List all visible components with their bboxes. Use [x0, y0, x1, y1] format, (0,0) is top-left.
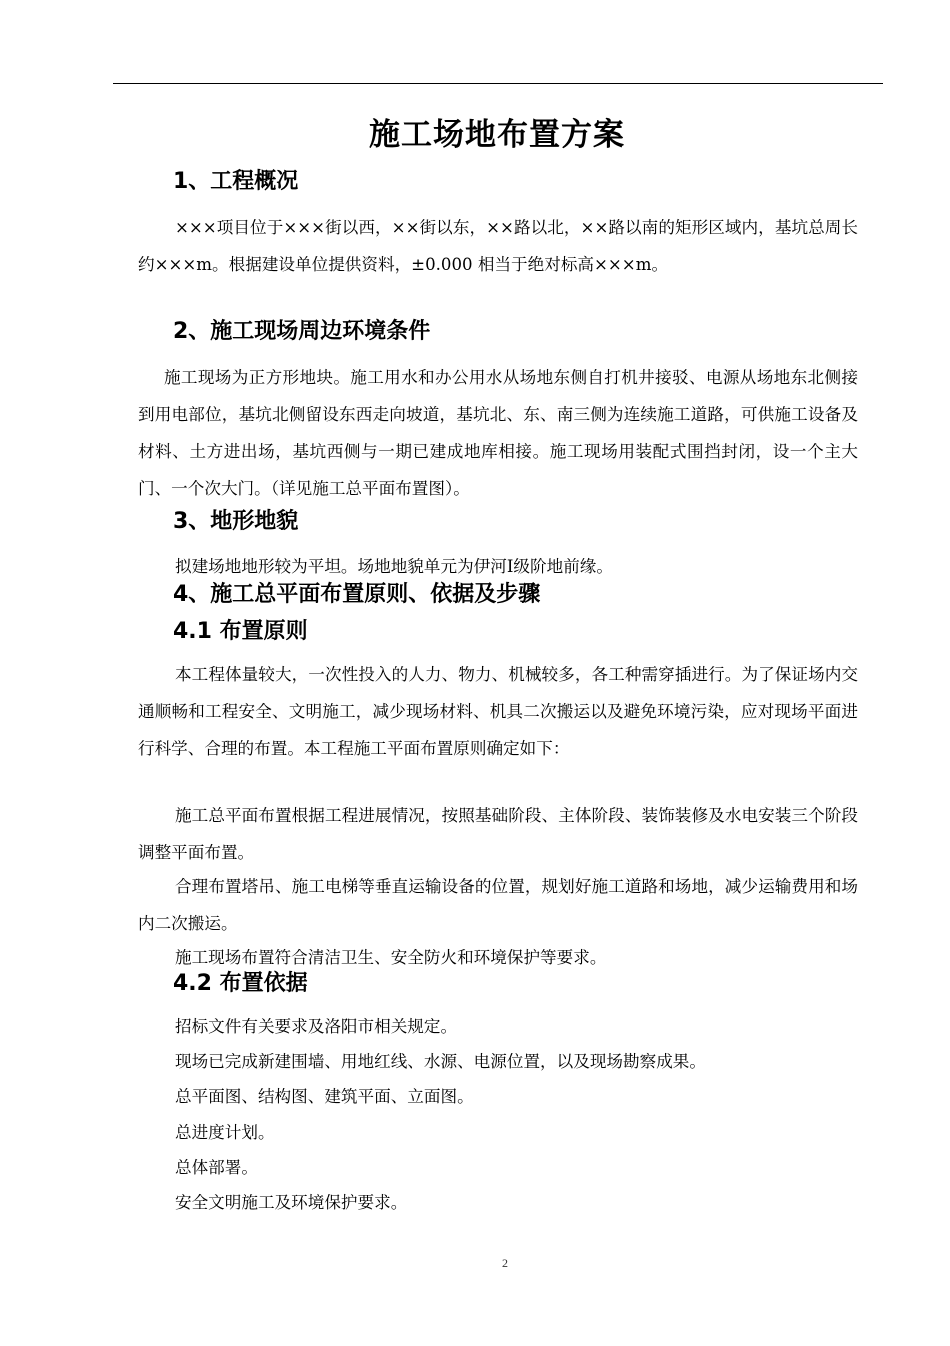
- basis-item: 安全文明施工及环境保护要求。: [175, 1193, 408, 1212]
- terrain-paragraph: 拟建场地地形较为平坦。场地地貌单元为伊河Ⅰ级阶地前缘。: [175, 557, 613, 576]
- principles-paragraph-requirements: 施工现场布置符合清洁卫生、安全防火和环境保护等要求。: [175, 948, 607, 967]
- principles-paragraph-intro: 本工程体量较大，一次性投入的人力、物力、机械较多，各工种需穿插进行。为了保证场内交通顺畅和工程安全、文明施工，减少现场材料、机具二次搬运以及避免环境污染，应对现场平面进行科学、合理的布置。本工程施工平面布置原则确定如下：: [138, 665, 858, 758]
- section-heading-layout-principles: 4、施工总平面布置原则、依据及步骤: [173, 582, 541, 607]
- basis-item: 总体部署。: [175, 1158, 258, 1177]
- principles-paragraph-stages: 施工总平面布置根据工程进展情况，按照基础阶段、主体阶段、装饰装修及水电安装三个阶段调整平面布置。: [138, 806, 858, 862]
- basis-item: 总进度计划。: [175, 1123, 275, 1142]
- basis-item: 现场已完成新建围墙、用地红线、水源、电源位置，以及现场勘察成果。: [175, 1052, 706, 1071]
- subsection-heading-principles: 4.1 布置原则: [173, 619, 308, 644]
- subsection-heading-basis: 4.2 布置依据: [173, 971, 308, 996]
- section-heading-terrain: 3、地形地貌: [173, 509, 299, 534]
- basis-item: 招标文件有关要求及洛阳市相关规定。: [175, 1017, 458, 1036]
- principles-paragraph-equipment: 合理布置塔吊、施工电梯等垂直运输设备的位置，规划好施工道路和场地，减少运输费用和场内二次搬运。: [138, 877, 858, 933]
- page-number: 2: [502, 1256, 508, 1270]
- environment-paragraph: 施工现场为正方形地块。施工用水和办公用水从场地东侧自打机井接驳、电源从场地东北侧接到用电部位，基坑北侧留设东西走向坡道，基坑北、东、南三侧为连续施工道路，可供施工设备及材料、土方进出场，基坑西侧与一期已建成地库相接。施工现场用装配式围挡封闭，设一个主大门、一个次大门。（详见施工总平面布置图）。: [138, 368, 858, 498]
- overview-paragraph: ×××项目位于×××街以西，××街以东，××路以北，××路以南的矩形区域内，基坑总周长约×××m。根据建设单位提供资料，±0.000 相当于绝对标高×××m。: [138, 218, 858, 274]
- section-heading-overview: 1、工程概况: [173, 169, 299, 194]
- document-title: 施工场地布置方案: [369, 117, 625, 153]
- basis-item: 总平面图、结构图、建筑平面、立面图。: [175, 1087, 474, 1106]
- header-rule: [113, 83, 883, 84]
- section-heading-environment: 2、施工现场周边环境条件: [173, 319, 431, 344]
